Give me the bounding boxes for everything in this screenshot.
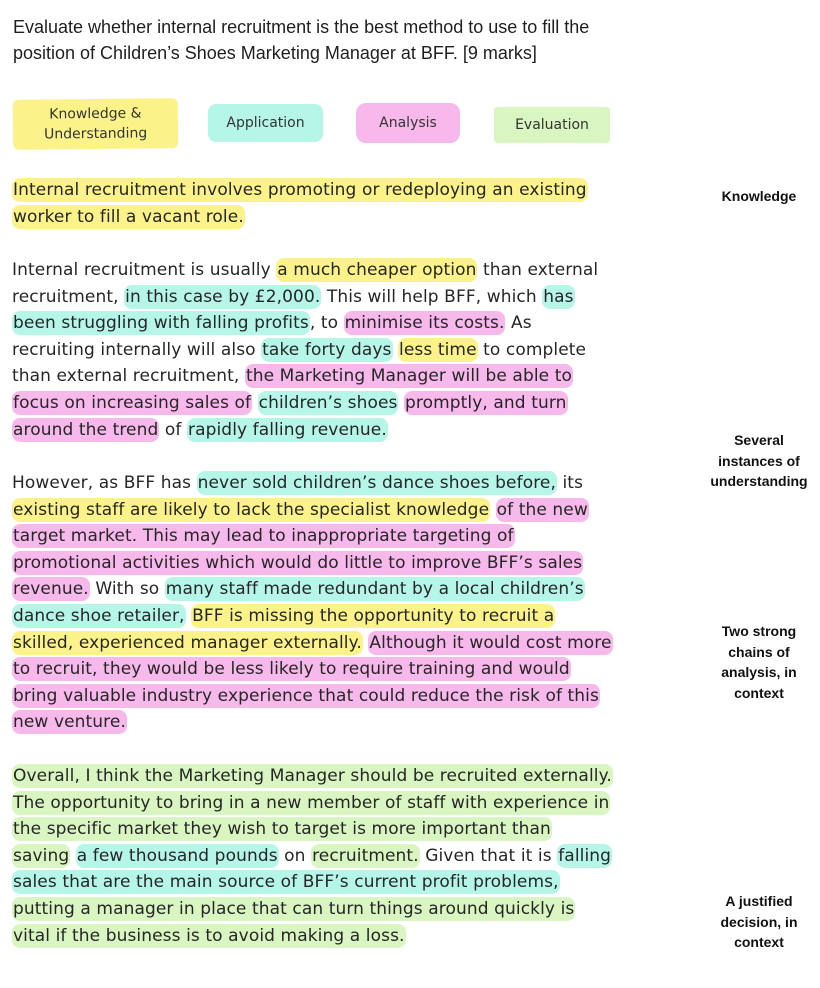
legend-analysis: Analysis (356, 103, 460, 143)
answer-text: than external recruitment, (12, 260, 599, 307)
side-note-understanding: Several instances of understanding (710, 432, 808, 489)
answer-paragraph-conclusion (12, 763, 612, 949)
highlight-application: children’s shoes (258, 392, 398, 413)
legend-evaluation: Evaluation (494, 107, 610, 143)
answer-text (252, 393, 258, 413)
highlight-evaluation: putting a manager in place that can turn things around quickly is vital if the business is to avoid making a loss. (13, 898, 575, 946)
answer-paragraph-counter-argument (12, 470, 612, 736)
legend-application: Application (208, 104, 323, 142)
highlight-application: in this case by £2,000. (125, 286, 321, 307)
legend-knowledge-understanding: Knowledge & Understanding (13, 98, 179, 150)
side-note-analysis: Two strong chains of analysis, in context (721, 623, 797, 701)
answer-text: However, as BFF has (12, 473, 197, 493)
highlight-knowledge: a much cheaper option (277, 260, 477, 280)
highlight-evaluation: recruitment. (312, 845, 419, 866)
question-text: Evaluate whether internal recruitment is the best method to use to fill the position of Children’s Shoes Marketing Manager at BFF. [9 marks] (13, 17, 590, 63)
highlight-application: never sold children’s dance shoes before, (197, 473, 556, 493)
answer-text: As recruiting internally will also (12, 313, 532, 360)
side-note-knowledge: Knowledge (721, 188, 797, 204)
highlight-knowledge: Internal recruitment involves promoting or redeploying an existing worker to fill a vacant role. (13, 180, 587, 227)
highlight-analysis: Although it would cost more to recruit, they would be less likely to require training and would bring valuable industry experience that could reduce the risk of this new venture. (13, 632, 612, 733)
answer-text: This will help BFF, which (321, 286, 543, 307)
highlight-analysis: minimise its costs. (344, 313, 505, 334)
highlight-application: a few thousand pounds (76, 845, 278, 866)
highlight-application: take forty days (262, 339, 392, 360)
answer-paragraph-internal-benefits (12, 257, 612, 443)
side-note-evaluation: A justified decision, in context (720, 893, 798, 950)
highlight-evaluation: Overall, I think the Marketing Manager should be recruited externally. The opportunity to bring in a new member of staff with experience in the specific market they wish to target is more important than saving (13, 766, 612, 866)
answer-text: , to (309, 313, 344, 334)
answer-text: of (159, 419, 187, 440)
highlight-application: falling sales that are the main source of BFF’s current profit problems, (13, 845, 612, 893)
answer-text (70, 846, 76, 866)
answer-text: to complete than external recruitment, (12, 339, 587, 387)
answer-text: on (278, 845, 312, 866)
answer-text: Given that it is (419, 845, 558, 866)
highlight-knowledge: less time (399, 339, 477, 360)
highlight-application: many staff made redundant by a local children’s dance shoe retailer, (13, 579, 584, 626)
highlight-knowledge: BFF is missing the opportunity to recruit a skilled, experienced manager externally. (13, 605, 555, 653)
highlight-application: rapidly falling revenue. (187, 419, 387, 440)
answer-text: With so (89, 579, 165, 600)
highlight-knowledge: existing staff are likely to lack the specialist knowledge (13, 499, 490, 520)
highlight-analysis: the Marketing Manager will be able to focus on increasing sales of (13, 366, 572, 413)
answer-text (490, 500, 496, 520)
highlight-application: has been struggling with falling profits (13, 286, 574, 334)
answer-text: its (556, 473, 584, 493)
highlight-analysis: promptly, and turn around the trend (13, 392, 567, 440)
answer-text: Internal recruitment is usually (12, 260, 277, 280)
highlight-analysis: of the new target market. This may lead to inappropriate targeting of promotional activities which would do little to improve BFF’s sales revenue. (13, 499, 588, 600)
answer-paragraph-definition (12, 177, 612, 230)
